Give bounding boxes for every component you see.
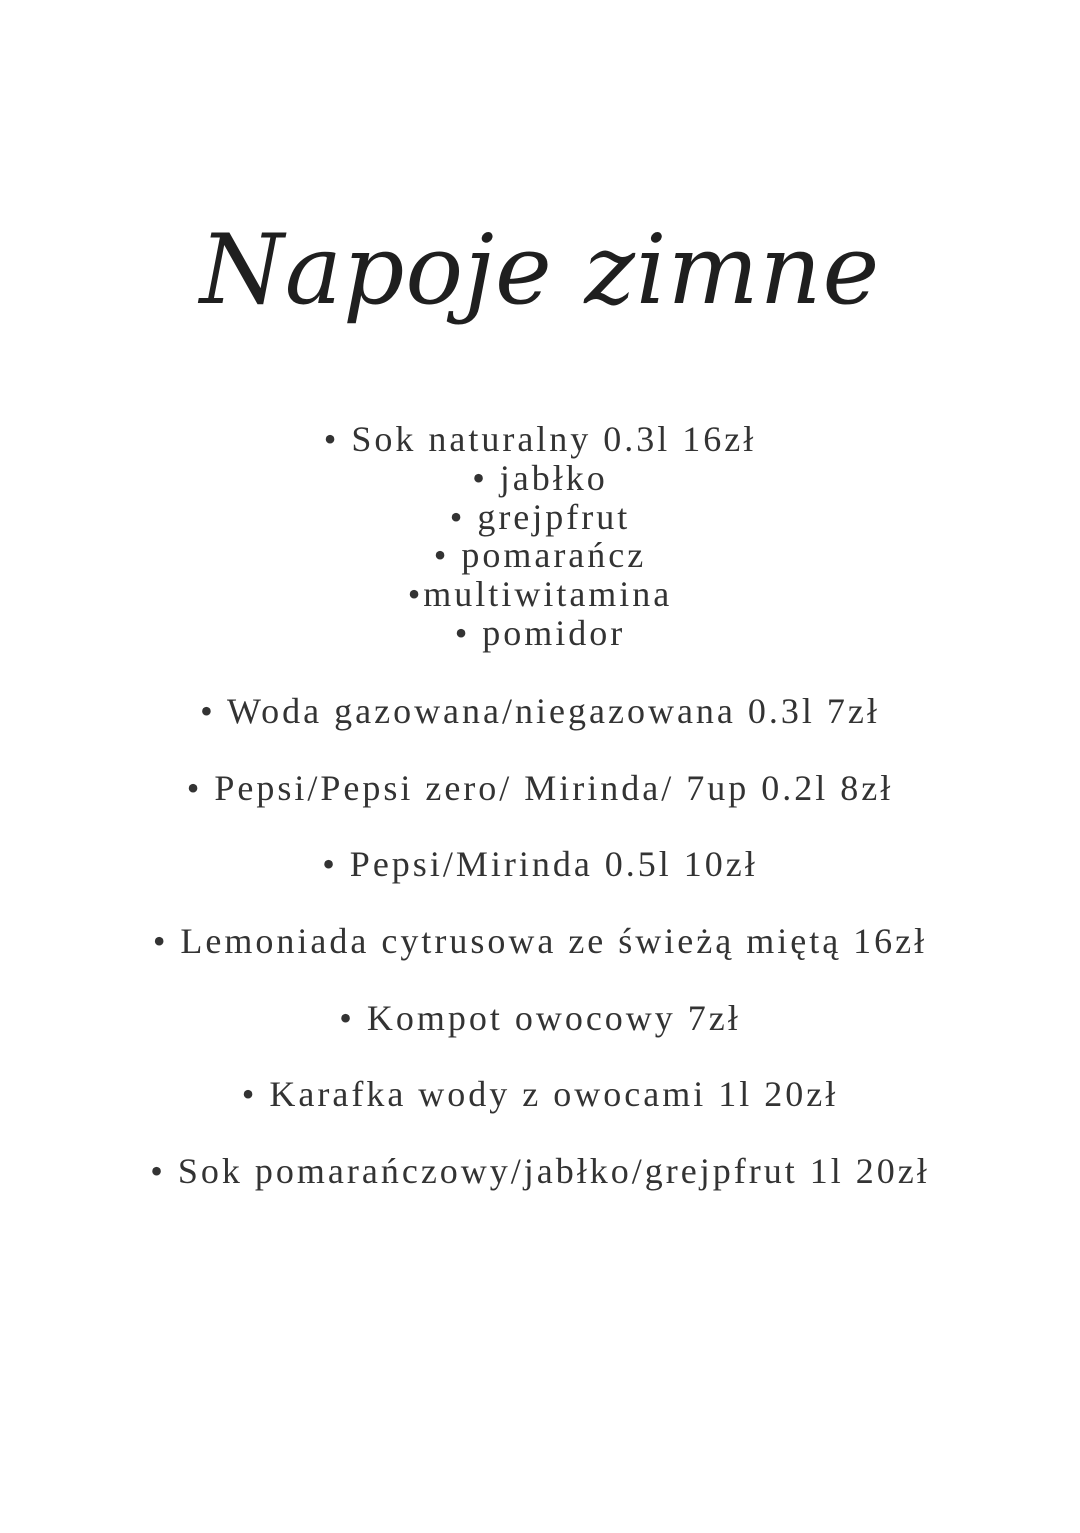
menu-item-juice-liter: • Sok pomarańczowy/jabłko/grejpfrut 1l 20zł (150, 1151, 930, 1191)
juice-flavor: • pomarańcz (433, 535, 647, 576)
juice-flavor: • jabłko (472, 457, 608, 498)
menu-item-pepsi-small: • Pepsi/Pepsi zero/ Mirinda/ 7up 0.2l 8zł (186, 768, 894, 808)
menu-title: Napoje zimne (199, 214, 881, 326)
juice-section (0, 420, 1080, 653)
menu-item-lemonade: • Lemoniada cytrusowa ze świeżą miętą 16zł (152, 921, 928, 961)
juice-flavor: • pomidor (454, 612, 626, 653)
menu-item-compote: • Kompot owocowy 7zł (339, 998, 741, 1038)
menu-item-water-carafe: • Karafka wody z owocami 1l 20zł (241, 1074, 839, 1114)
juice-flavor: • grejpfrut (449, 496, 631, 537)
menu-item-pepsi-large: • Pepsi/Mirinda 0.5l 10zł (322, 844, 758, 884)
juice-heading: • Sok naturalny 0.3l 16zł (323, 419, 757, 459)
menu-item-water: • Woda gazowana/niegazowana 0.3l 7zł (200, 691, 880, 731)
juice-flavor: •multiwitamina (407, 574, 673, 615)
